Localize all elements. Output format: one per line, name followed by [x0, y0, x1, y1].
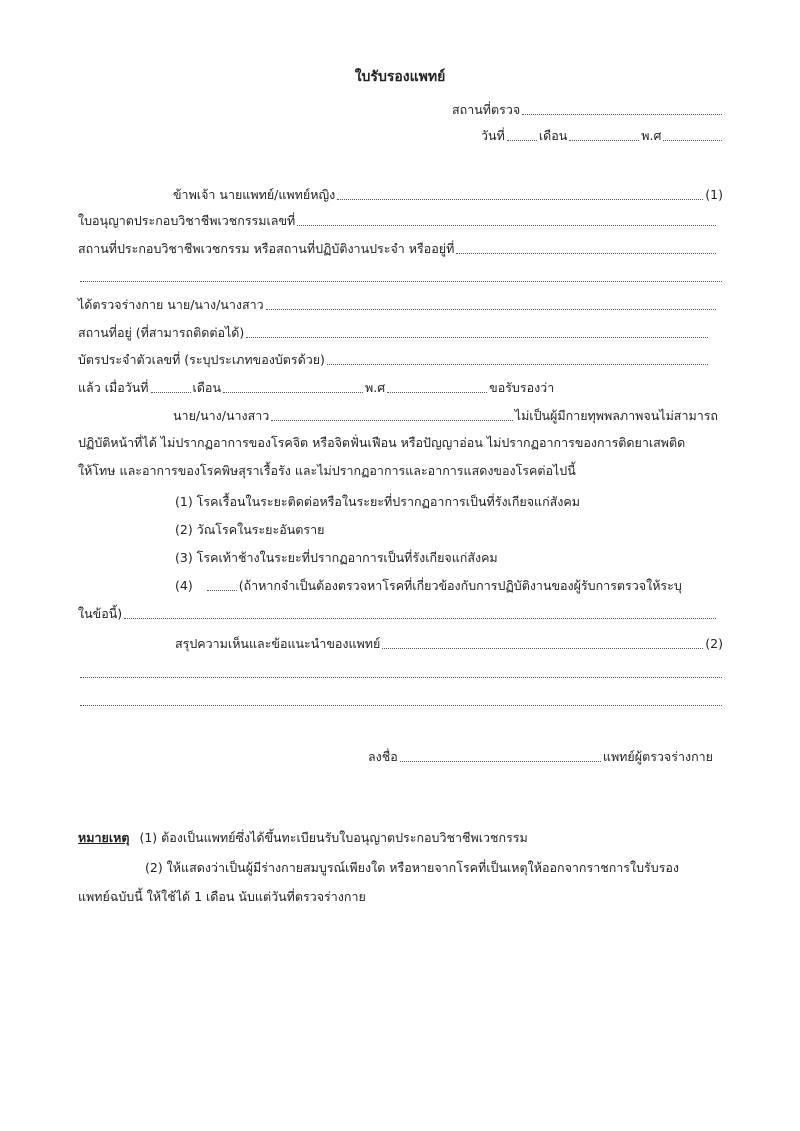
summary-label: สรุปความเห็นและข้อแนะนำของแพทย์: [175, 636, 381, 651]
ref-1: (1): [705, 187, 723, 202]
workplace-blank[interactable]: [456, 253, 716, 254]
exam-date-field[interactable]: [78, 378, 638, 398]
certify-name-blank[interactable]: [271, 420, 512, 421]
certify-text-2: ปฏิบัติหน้าที่ได้ ไม่ปรากฏอาการของโรคจิต หรือจิตฟั่นเฟือน หรือปัญญาอ่อน ไม่ปรากฏอาการของการติดยาเสพติด: [78, 435, 686, 450]
ref-2: (2): [705, 636, 723, 651]
id-blank[interactable]: [327, 364, 708, 365]
exam-place-blank[interactable]: [522, 114, 722, 115]
disease-item: (2) วัณโรคในระยะอันตราย: [175, 522, 325, 537]
exam-place-field[interactable]: [452, 100, 724, 120]
doctor-blank[interactable]: [337, 199, 703, 200]
id-field[interactable]: [78, 350, 710, 370]
certify-text-1: ไม่เป็นผู้มีกายทุพพลภาพจนไม่สามารถ: [514, 408, 718, 423]
summary-line-3[interactable]: [78, 691, 724, 711]
certify-text-3: ให้โทษ และอาการของโรคพิษสุราเรื้อรัง และไม่ปรากฏอาการและอาการแสดงของโรคต่อไปนี้: [78, 463, 576, 478]
license-label: ใบอนุญาตประกอบวิชาชีพเวชกรรมเลขที่: [78, 213, 296, 228]
license-blank[interactable]: [297, 225, 716, 226]
doctor-name-field[interactable]: [173, 185, 723, 205]
certify-name-field[interactable]: [173, 406, 718, 426]
month-label: เดือน: [538, 128, 568, 143]
address-label: สถานที่อยู่ (ที่สามารถติดต่อได้): [78, 325, 245, 340]
workplace-continued[interactable]: [78, 267, 724, 287]
summary-blank[interactable]: [382, 648, 703, 649]
disease-4-num: (4): [175, 578, 193, 593]
summary-field[interactable]: [175, 634, 723, 654]
disease-4-continued[interactable]: [78, 604, 718, 624]
note-2: (2) ให้แสดงว่าเป็นผู้มีร่างกายสมบูรณ์เพียงใด หรือหายจากโรคที่เป็นเหตุให้ออกจากราชการใบรับรอง: [145, 860, 680, 875]
year-blank[interactable]: [663, 140, 722, 141]
exam-year-label: พ.ศ: [365, 380, 386, 395]
disease-item: (3) โรคเท้าช้างในระยะที่ปรากฏอาการเป็นที่รังเกียจแก่สังคม: [175, 550, 498, 565]
disease-4-text: (ถ้าหากจำเป็นต้องตรวจหาโรคที่เกี่ยวข้องกับการปฏิบัติงานของผู้รับการตรวจให้ระบุ: [238, 578, 682, 593]
note-1: [78, 828, 528, 848]
workplace-label: สถานที่ประกอบวิชาชีพเวชกรรม หรือสถานที่ปฏิบัติงานประจำ หรืออยู่ที่: [78, 241, 455, 256]
certify-label: ขอรับรองว่า: [489, 380, 555, 395]
disease-item-4[interactable]: [175, 576, 720, 596]
patient-label: ได้ตรวจร่างกาย นาย/นาง/นางสาว: [78, 297, 264, 312]
exam-month-label: เดือน: [192, 380, 221, 395]
signature-blank[interactable]: [400, 761, 601, 762]
certify-name-label: นาย/นาง/นางสาว: [173, 408, 270, 423]
document-title: ใบรับรองแพทย์: [354, 69, 446, 85]
signature-field[interactable]: [368, 747, 713, 767]
patient-blank[interactable]: [266, 309, 716, 310]
doctor-label: ข้าพเจ้า นายแพทย์/แพทย์หญิง: [173, 187, 336, 202]
disease-4-cont: ในข้อนี้): [78, 606, 123, 621]
address-field[interactable]: [78, 323, 710, 343]
exam-month-blank[interactable]: [223, 392, 363, 393]
notes-label: หมายเหตุ: [78, 830, 130, 845]
exam-day-blank[interactable]: [151, 392, 191, 393]
day-label: วันที่: [481, 128, 505, 143]
address-blank[interactable]: [246, 337, 708, 338]
summary-blank-2[interactable]: [80, 677, 722, 678]
exam-place-label: สถานที่ตรวจ: [452, 102, 521, 117]
exam-year-blank[interactable]: [387, 392, 487, 393]
note-1-text: (1) ต้องเป็นแพทย์ซึ่งได้ขึ้นทะเบียนรับใบอนุญาตประกอบวิชาชีพเวชกรรม: [139, 830, 528, 845]
patient-field[interactable]: [78, 295, 718, 315]
day-blank[interactable]: [507, 140, 537, 141]
month-blank[interactable]: [569, 140, 639, 141]
disease-4-blank[interactable]: [207, 590, 237, 591]
workplace-field[interactable]: [78, 239, 718, 259]
disease-item: (1) โรคเรื้อนในระยะติดต่อหรือในระยะที่ปรากฏอาการเป็นที่รังเกียจแก่สังคม: [175, 494, 581, 509]
summary-line-2[interactable]: [78, 663, 724, 683]
workplace-blank-2[interactable]: [80, 281, 722, 282]
exam-day-label: แล้ว เมื่อวันที่: [78, 380, 149, 395]
note-2-continued: แพทย์ฉบับนี้ ให้ใช้ได้ 1 เดือน นับแต่วันที่ตรวจร่างกาย: [78, 889, 366, 904]
signature-role: แพทย์ผู้ตรวจร่างกาย: [602, 749, 713, 764]
disease-4-blank-2[interactable]: [124, 618, 716, 619]
signature-label: ลงชื่อ: [368, 749, 398, 764]
summary-blank-3[interactable]: [80, 705, 722, 706]
date-field[interactable]: [481, 126, 724, 146]
id-label: บัตรประจำตัวเลขที่ (ระบุประเภทของบัตรด้วย): [78, 352, 325, 367]
year-label: พ.ศ: [641, 128, 662, 143]
license-field[interactable]: [78, 211, 718, 231]
